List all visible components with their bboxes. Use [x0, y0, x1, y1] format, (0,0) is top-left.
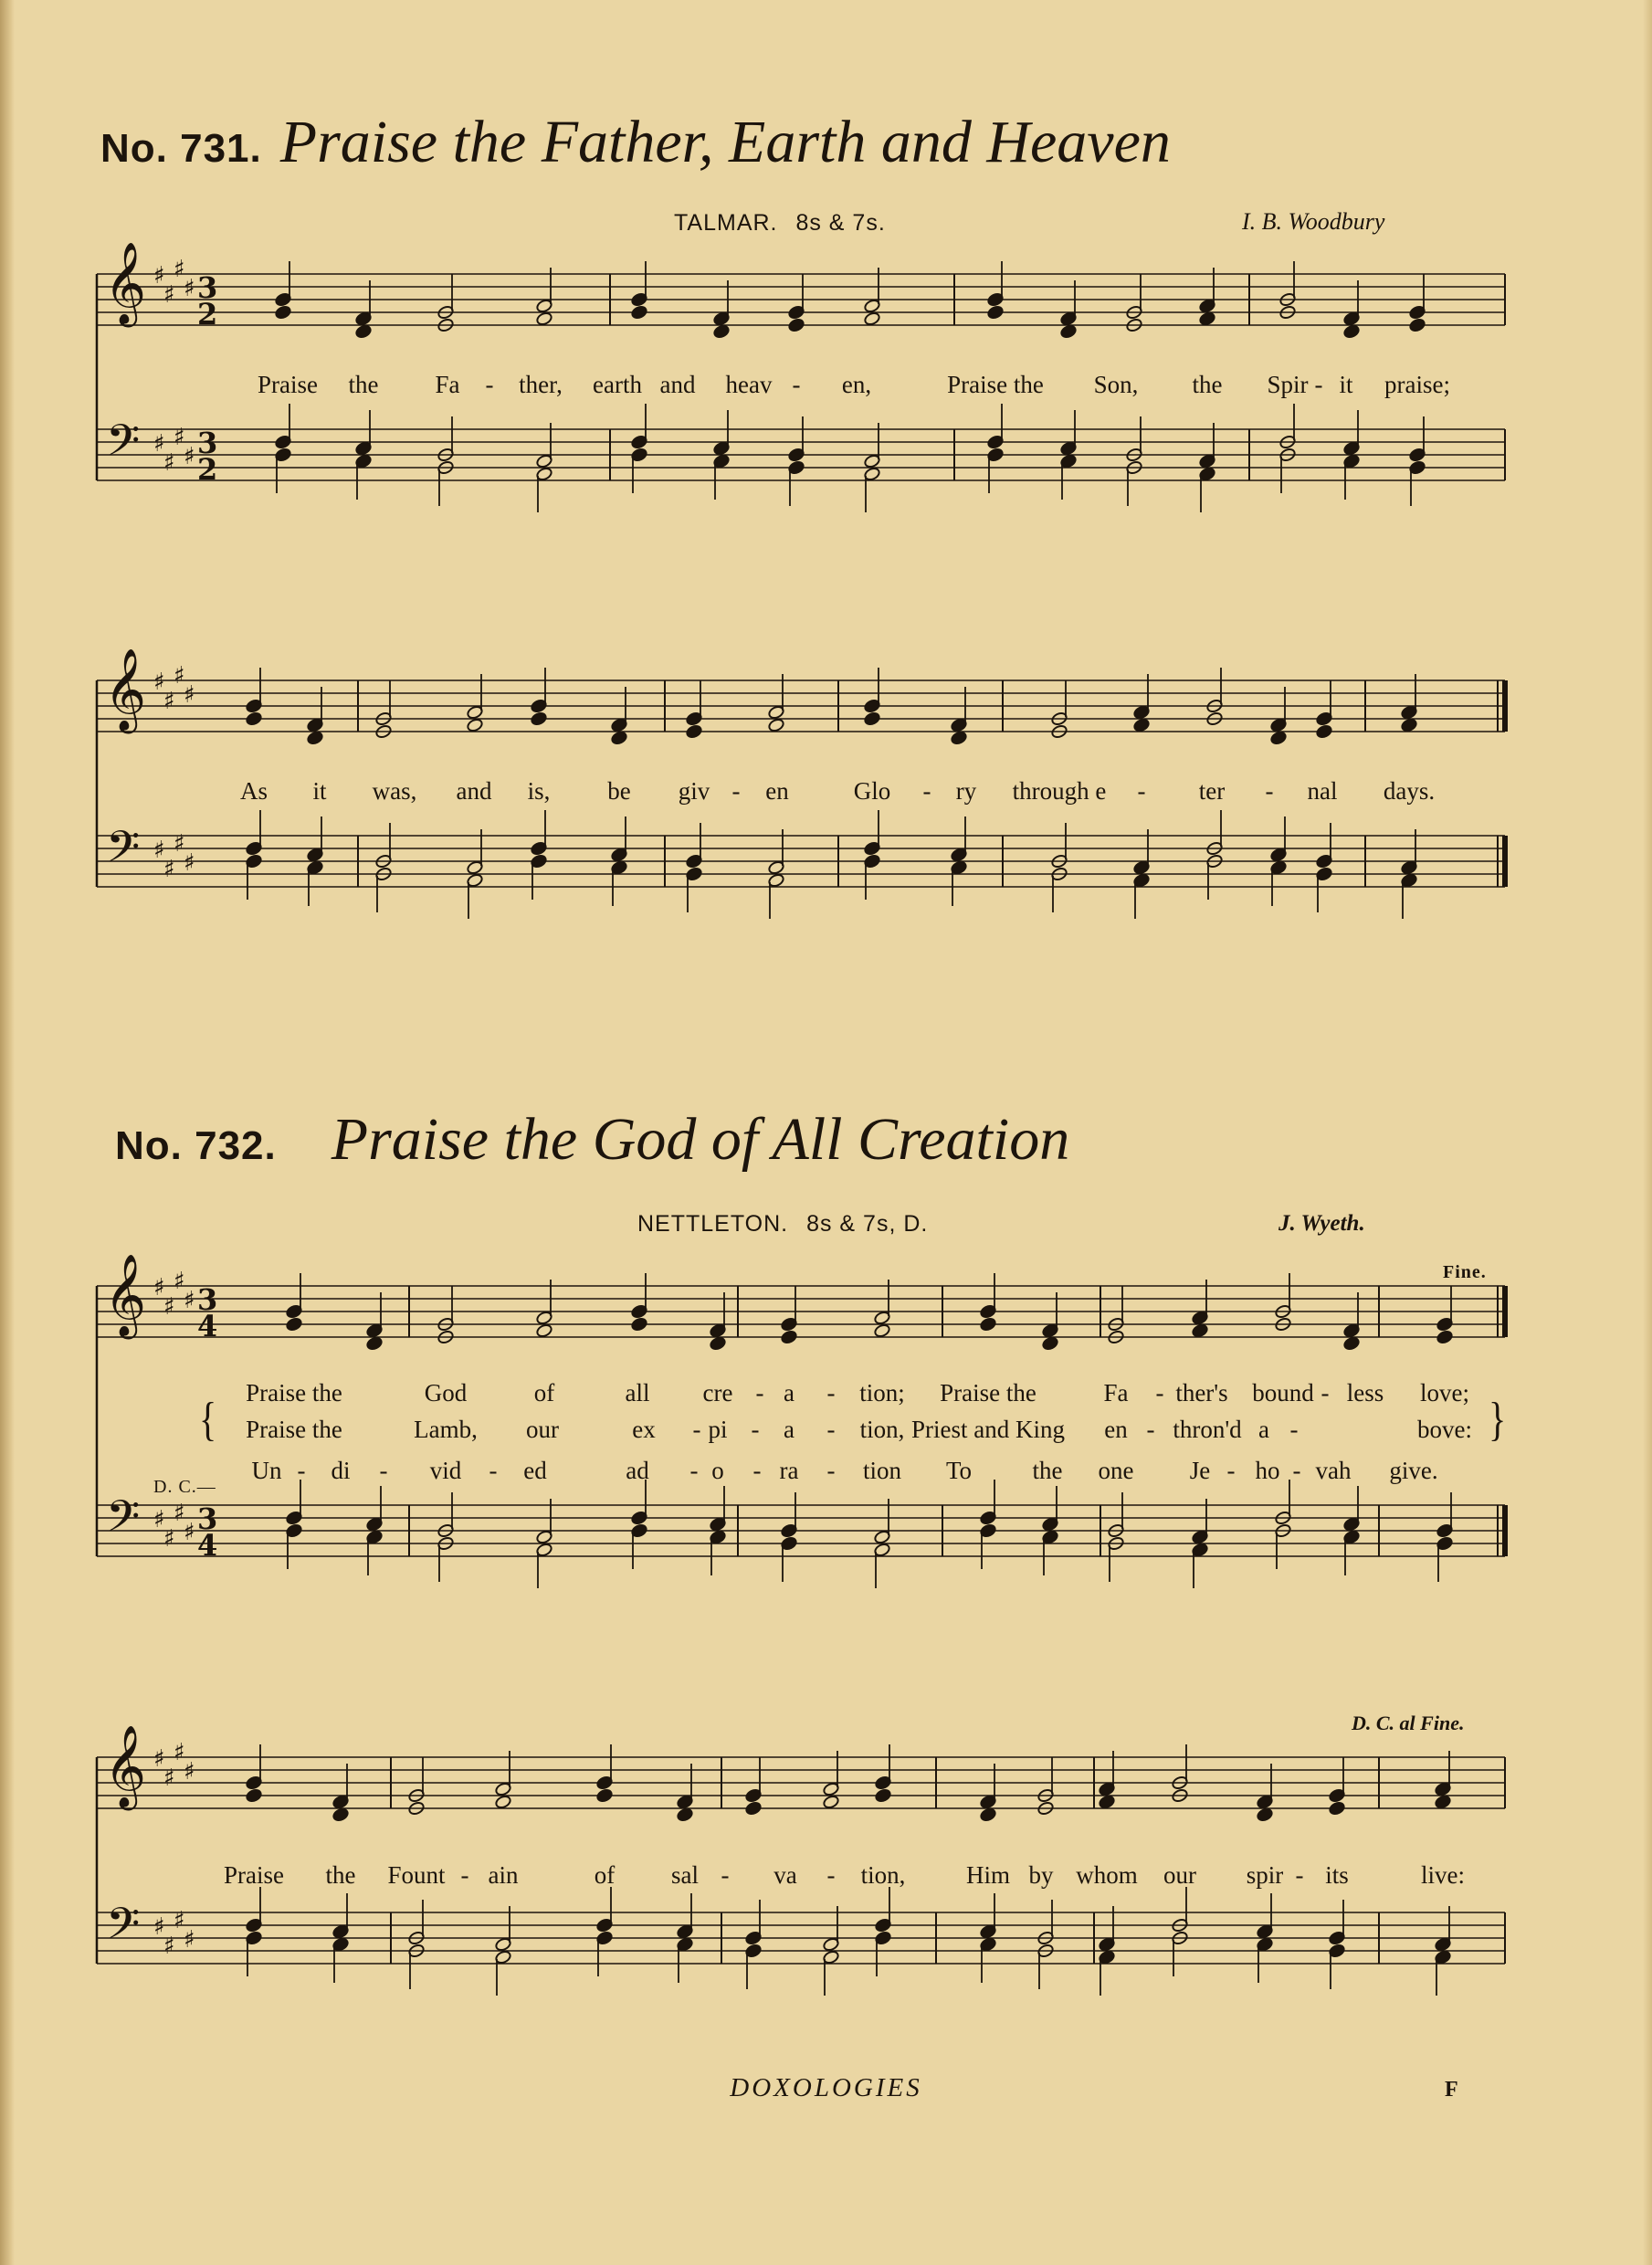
half-note	[535, 311, 552, 327]
lyric-syllable: Fa	[435, 371, 460, 398]
time-sig-bottom: 2	[197, 452, 218, 487]
lyric-syllable: by	[1028, 1861, 1054, 1889]
lyric-syllable: through e	[1012, 777, 1107, 805]
syllable-hyphen: -	[826, 1416, 836, 1443]
lyric-syllable: tion,	[859, 1416, 905, 1443]
quarter-note	[979, 1807, 996, 1823]
lyric-syllable: Praise the	[940, 1379, 1036, 1406]
quarter-note	[1269, 731, 1287, 746]
syllable-hyphen: -	[826, 1861, 836, 1889]
section-footer: DOXOLOGIES	[730, 2073, 922, 2102]
sharp-sign: ♯	[184, 275, 195, 302]
lyric-syllable: give.	[1389, 1457, 1438, 1484]
lyric-syllable: our	[1163, 1861, 1196, 1889]
quarter-note	[676, 1807, 693, 1823]
lyric-syllable: nal	[1307, 777, 1338, 805]
syllable-hyphen: -	[1137, 777, 1146, 805]
lyric-syllable: praise;	[1384, 371, 1450, 398]
time-sig-top: 3	[197, 1282, 218, 1317]
lyric-syllable: Praise	[224, 1861, 284, 1889]
meter: 8s & 7s.	[795, 210, 886, 236]
quarter-note	[285, 1317, 302, 1333]
syllable-hyphen: -	[922, 777, 931, 805]
quarter-note	[1342, 1336, 1360, 1352]
syllable-hyphen: -	[721, 1861, 730, 1889]
quarter-note	[274, 305, 291, 321]
hymn-title: Praise the Father, Earth and Heaven	[279, 109, 1171, 175]
lyric-syllable: days.	[1383, 777, 1436, 805]
quarter-note	[1059, 324, 1077, 340]
quarter-note	[1191, 1323, 1208, 1339]
lyric-syllable: ter	[1198, 777, 1226, 805]
lyric-syllable: ther's	[1175, 1379, 1228, 1406]
lyric-syllable: Praise the	[947, 371, 1044, 398]
lyric-syllable: pi	[708, 1416, 728, 1443]
lyric-syllable: Fount	[387, 1861, 446, 1889]
treble-clef: 𝄞	[104, 1254, 147, 1336]
lyric-syllable: and	[456, 777, 492, 805]
lyric-syllable: As	[239, 777, 268, 805]
signature-mark: F	[1445, 2078, 1458, 2102]
quarter-note	[1436, 1330, 1453, 1345]
sharp-sign: ♯	[184, 1926, 195, 1954]
syllable-hyphen: -	[1265, 777, 1274, 805]
lyric-syllable: all	[625, 1379, 650, 1406]
composer: J. Wyeth.	[1278, 1211, 1365, 1236]
syllable-hyphen: -	[1321, 1379, 1330, 1406]
time-sig-bottom: 4	[197, 1528, 218, 1563]
lyric-syllable: ain	[488, 1861, 519, 1889]
verse-brace-right: }	[1489, 1392, 1507, 1446]
lyric-syllable: di	[331, 1457, 351, 1484]
lyric-syllable: To	[945, 1457, 973, 1484]
hymn-number: No. 731.	[100, 126, 262, 171]
bass-clef: 𝄢	[106, 821, 141, 883]
lyric-syllable: the	[1032, 1457, 1063, 1484]
syllable-hyphen: -	[1289, 1416, 1299, 1443]
lyric-syllable: en	[1104, 1416, 1128, 1443]
lyric-syllable: ex	[632, 1416, 656, 1443]
syllable-hyphen: -	[826, 1379, 836, 1406]
lyric-syllable: the	[325, 1861, 356, 1889]
quarter-note	[787, 318, 805, 333]
lyric-syllable: of	[533, 1379, 555, 1406]
sharp-sign: ♯	[153, 1274, 165, 1301]
lyric-syllable: tion	[862, 1457, 902, 1484]
lyric-syllable: sal	[671, 1861, 699, 1889]
treble-clef: 𝄞	[104, 1725, 147, 1807]
syllable-hyphen: -	[689, 1457, 699, 1484]
sharp-sign: ♯	[174, 830, 185, 858]
time-sig-top: 3	[197, 270, 218, 305]
lyric-syllable: bound	[1252, 1379, 1314, 1406]
time-sig-bottom: 4	[197, 1309, 218, 1343]
lyric-syllable: thron'd	[1173, 1416, 1242, 1443]
lyric-syllable: Son,	[1093, 371, 1139, 398]
time-sig-top: 3	[197, 426, 218, 460]
quarter-note	[712, 324, 730, 340]
sharp-sign: ♯	[174, 424, 185, 451]
syllable-hyphen: -	[489, 1457, 498, 1484]
quarter-note	[1098, 1795, 1115, 1810]
quarter-note	[685, 724, 702, 740]
syllable-hyphen: -	[1226, 1457, 1236, 1484]
syllable-hyphen: -	[1314, 371, 1323, 398]
half-note	[767, 718, 784, 733]
lyric-syllable: ry	[955, 777, 977, 805]
lyric-syllable: en,	[841, 371, 872, 398]
lyric-syllable: of	[594, 1861, 616, 1889]
syllable-hyphen: -	[297, 1457, 306, 1484]
sharp-sign: ♯	[163, 281, 175, 309]
lyric-syllable: tion,	[860, 1861, 906, 1889]
syllable-hyphen: -	[692, 1416, 701, 1443]
sharp-sign: ♯	[174, 1739, 185, 1766]
sharp-sign: ♯	[184, 849, 195, 877]
quarter-note	[245, 1788, 262, 1804]
syllable-hyphen: -	[1292, 1457, 1301, 1484]
syllable-hyphen: -	[1295, 1861, 1304, 1889]
lyric-syllable: tion;	[859, 1379, 905, 1406]
lyric-syllable: love;	[1420, 1379, 1469, 1406]
lyric-syllable: it	[312, 777, 327, 805]
lyric-syllable: Lamb,	[414, 1416, 478, 1443]
treble-clef: 𝄞	[104, 242, 147, 324]
lyric-syllable: Fa	[1103, 1379, 1129, 1406]
sharp-sign: ♯	[153, 1506, 165, 1533]
quarter-note	[245, 711, 262, 727]
quarter-note	[1342, 324, 1360, 340]
lyric-syllable: Je	[1189, 1457, 1211, 1484]
lyric-syllable: one	[1098, 1457, 1134, 1484]
time-sig-top: 3	[197, 1501, 218, 1536]
treble-clef: 𝄞	[104, 648, 147, 731]
sharp-sign: ♯	[153, 262, 165, 290]
lyric-syllable: and	[659, 371, 696, 398]
quarter-note	[863, 711, 880, 727]
lyric-syllable: vah	[1315, 1457, 1352, 1484]
quarter-note	[986, 305, 1004, 321]
quarter-note	[1400, 718, 1417, 733]
sharp-sign: ♯	[174, 1907, 185, 1934]
bass-clef: 𝄢	[106, 415, 141, 477]
lyric-syllable: ed	[523, 1457, 547, 1484]
quarter-note	[950, 731, 967, 746]
meter: 8s & 7s, D.	[806, 1211, 929, 1237]
quarter-note	[1041, 1336, 1058, 1352]
lyric-syllable: heav	[725, 371, 773, 398]
sharp-sign: ♯	[174, 1268, 185, 1295]
sharp-sign: ♯	[174, 1500, 185, 1527]
tune-name: TALMAR.	[674, 210, 778, 236]
half-note	[494, 1795, 511, 1810]
lyric-syllable: our	[526, 1416, 559, 1443]
lyric-syllable: a	[784, 1416, 794, 1443]
quarter-note	[780, 1330, 797, 1345]
sharp-sign: ♯	[153, 1745, 165, 1773]
lyric-syllable: Priest and King	[911, 1416, 1065, 1443]
lyric-syllable: ther,	[519, 371, 563, 398]
time-sig-bottom: 2	[197, 297, 218, 332]
lyric-syllable: it	[1339, 371, 1353, 398]
sharp-sign: ♯	[163, 449, 175, 477]
lyric-syllable: Glo	[853, 777, 891, 805]
quarter-note	[1434, 1795, 1451, 1810]
lyric-syllable: Un	[251, 1457, 282, 1484]
quarter-note	[1132, 718, 1150, 733]
lyric-syllable: Praise the	[246, 1416, 342, 1443]
lyric-syllable: Praise the	[246, 1379, 342, 1406]
half-note	[466, 718, 483, 733]
lyric-syllable: its	[1325, 1861, 1349, 1889]
quarter-note	[630, 1317, 647, 1333]
composer: I. B. Woodbury	[1242, 208, 1385, 235]
sharp-sign: ♯	[184, 1519, 195, 1546]
lyric-syllable: Spir	[1267, 371, 1309, 398]
sharp-sign: ♯	[153, 430, 165, 458]
quarter-note	[874, 1788, 891, 1804]
sharp-sign: ♯	[174, 662, 185, 690]
dc-prefix: D. C.—	[153, 1477, 216, 1497]
lyric-syllable: is,	[527, 777, 551, 805]
lyric-syllable: a	[1258, 1416, 1269, 1443]
lyric-syllable: earth	[593, 371, 642, 398]
lyric-syllable: ho	[1255, 1457, 1280, 1484]
lyric-syllable: spir	[1246, 1861, 1284, 1889]
verse-brace-left: {	[199, 1392, 217, 1446]
syllable-hyphen: -	[731, 777, 741, 805]
syllable-hyphen: -	[379, 1457, 388, 1484]
bass-clef: 𝄢	[106, 1491, 141, 1553]
syllable-hyphen: -	[752, 1457, 762, 1484]
sharp-sign: ♯	[174, 256, 185, 283]
quarter-note	[595, 1788, 613, 1804]
sharp-sign: ♯	[153, 1913, 165, 1941]
hymn-number: No. 732.	[115, 1123, 277, 1168]
sharp-sign: ♯	[153, 837, 165, 864]
lyric-syllable: Praise	[258, 371, 318, 398]
sharp-sign: ♯	[184, 681, 195, 709]
quarter-note	[1408, 318, 1426, 333]
quarter-note	[354, 324, 372, 340]
syllable-hyphen: -	[1146, 1416, 1155, 1443]
lyric-syllable: en	[765, 777, 789, 805]
dc-al-fine-marker: D. C. al Fine.	[1352, 1712, 1465, 1734]
quarter-note	[331, 1807, 349, 1823]
lyric-syllable: vid	[429, 1457, 462, 1484]
sharp-sign: ♯	[163, 688, 175, 715]
quarter-note	[1315, 724, 1332, 740]
syllable-hyphen: -	[460, 1861, 469, 1889]
lyric-syllable: be	[607, 777, 631, 805]
half-note	[822, 1795, 839, 1810]
quarter-note	[365, 1336, 383, 1352]
sharp-sign: ♯	[184, 1287, 195, 1314]
lyric-syllable: God	[424, 1379, 468, 1406]
syllable-hyphen: -	[755, 1379, 764, 1406]
quarter-note	[979, 1317, 996, 1333]
lyric-syllable: a	[784, 1379, 794, 1406]
half-note	[863, 311, 880, 327]
lyric-syllable: o	[711, 1457, 724, 1484]
lyric-syllable: less	[1346, 1379, 1384, 1406]
syllable-hyphen: -	[751, 1416, 760, 1443]
lyric-syllable: cre	[702, 1379, 733, 1406]
half-note	[873, 1323, 890, 1339]
sharp-sign: ♯	[163, 1293, 175, 1321]
lyric-syllable: giv	[678, 777, 710, 805]
sharp-sign: ♯	[163, 1933, 175, 1960]
sharp-sign: ♯	[184, 443, 195, 470]
quarter-note	[744, 1801, 762, 1817]
lyric-syllable: live:	[1421, 1861, 1465, 1889]
syllable-hyphen: -	[485, 371, 494, 398]
lyric-syllable: va	[773, 1861, 797, 1889]
syllable-hyphen: -	[826, 1457, 836, 1484]
half-note	[535, 1323, 552, 1339]
quarter-note	[1256, 1807, 1273, 1823]
sharp-sign: ♯	[184, 1758, 195, 1786]
sharp-sign: ♯	[163, 1765, 175, 1792]
lyric-syllable: Him	[965, 1861, 1011, 1889]
sharp-sign: ♯	[153, 669, 165, 696]
syllable-hyphen: -	[1155, 1379, 1164, 1406]
quarter-note	[530, 711, 547, 727]
lyric-syllable: ra	[779, 1457, 799, 1484]
lyric-syllable: the	[348, 371, 379, 398]
fine-marker: Fine.	[1443, 1262, 1487, 1282]
syllable-hyphen: -	[792, 371, 801, 398]
tune-name: NETTLETON.	[637, 1211, 789, 1237]
lyric-syllable: bove:	[1417, 1416, 1472, 1443]
sharp-sign: ♯	[163, 856, 175, 883]
hymn-title: Praise the God of All Creation	[331, 1106, 1070, 1173]
quarter-note	[1198, 311, 1215, 327]
quarter-note	[306, 731, 323, 746]
lyric-syllable: whom	[1076, 1861, 1138, 1889]
lyric-syllable: the	[1192, 371, 1223, 398]
lyric-syllable: ad	[626, 1457, 649, 1484]
bass-clef: 𝄢	[106, 1898, 141, 1960]
quarter-note	[1328, 1801, 1345, 1817]
quarter-note	[630, 305, 647, 321]
quarter-note	[610, 731, 627, 746]
quarter-note	[709, 1336, 726, 1352]
lyric-syllable: was,	[372, 777, 417, 805]
sharp-sign: ♯	[163, 1525, 175, 1553]
